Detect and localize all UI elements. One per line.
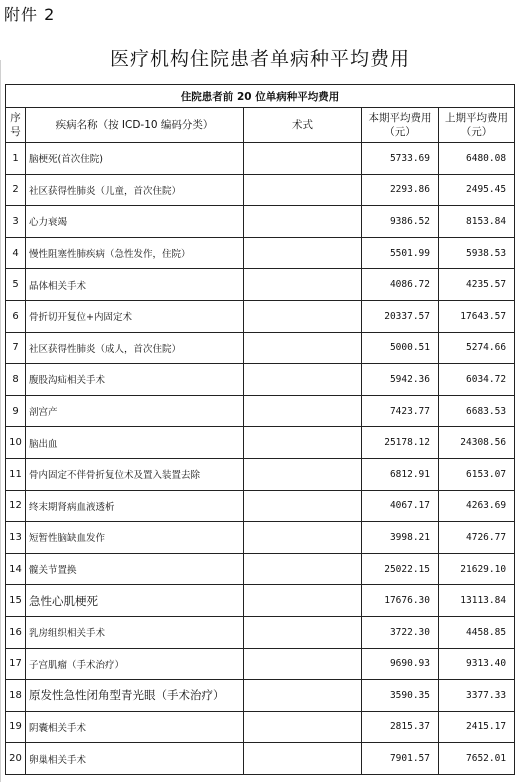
row-current-cost: 2293.86 <box>362 174 439 206</box>
document-title: 医疗机构住院患者单病种平均费用 <box>109 48 410 70</box>
row-current-cost: 3998.21 <box>362 522 439 554</box>
row-index: 14 <box>6 553 26 585</box>
table-row <box>6 237 515 269</box>
row-index: 2 <box>6 174 26 206</box>
row-current-cost: 4086.72 <box>362 269 439 301</box>
row-index: 1 <box>6 143 26 175</box>
row-current-cost: 5000.51 <box>362 332 439 364</box>
row-current-cost: 9386.52 <box>362 206 439 238</box>
row-previous-cost: 6480.08 <box>439 143 515 175</box>
table-row <box>6 522 515 554</box>
row-current-cost: 3722.30 <box>362 616 439 648</box>
table-row <box>6 490 515 522</box>
row-procedure <box>244 743 362 775</box>
row-procedure <box>244 300 362 332</box>
table-row <box>6 648 515 680</box>
row-index: 5 <box>6 269 26 301</box>
row-disease-name: 骨折切开复位+内固定术 <box>26 300 244 332</box>
row-index: 16 <box>6 616 26 648</box>
row-disease-name: 短暂性脑缺血发作 <box>26 522 244 554</box>
row-disease-name: 剖宫产 <box>26 395 244 427</box>
row-current-cost: 4067.17 <box>362 490 439 522</box>
row-current-cost: 6812.91 <box>362 458 439 490</box>
row-disease-name: 阴囊相关手术 <box>26 711 244 743</box>
row-previous-cost: 3377.33 <box>439 680 515 712</box>
row-previous-cost: 7652.01 <box>439 743 515 775</box>
row-disease-name: 卵巢相关手术 <box>26 743 244 775</box>
table-row <box>6 364 515 396</box>
row-current-cost: 7901.57 <box>362 743 439 775</box>
table-row <box>6 143 515 175</box>
table-caption: 住院患者前 20 位单病种平均费用 <box>6 85 515 108</box>
row-previous-cost: 6034.72 <box>439 364 515 396</box>
row-previous-cost: 2495.45 <box>439 174 515 206</box>
row-index: 7 <box>6 332 26 364</box>
row-procedure <box>244 711 362 743</box>
row-current-cost: 25178.12 <box>362 427 439 459</box>
row-previous-cost: 4235.57 <box>439 269 515 301</box>
row-procedure <box>244 143 362 175</box>
row-previous-cost: 4263.69 <box>439 490 515 522</box>
table-row <box>6 427 515 459</box>
row-disease-name: 骨内固定不伴骨折复位术及置入装置去除 <box>26 458 244 490</box>
row-disease-name: 心力衰竭 <box>26 206 244 238</box>
row-current-cost: 17676.30 <box>362 585 439 617</box>
table-row <box>6 395 515 427</box>
row-current-cost: 2815.37 <box>362 711 439 743</box>
row-previous-cost: 4726.77 <box>439 522 515 554</box>
row-current-cost: 25022.15 <box>362 553 439 585</box>
table-row <box>6 680 515 712</box>
page-edge-line <box>0 60 4 782</box>
row-current-cost: 20337.57 <box>362 300 439 332</box>
row-procedure <box>244 364 362 396</box>
row-current-cost: 9690.93 <box>362 648 439 680</box>
table-row <box>6 585 515 617</box>
row-index: 10 <box>6 427 26 459</box>
row-disease-name: 社区获得性肺炎（儿童，首次住院） <box>26 174 244 206</box>
row-disease-name: 脑出血 <box>26 427 244 459</box>
row-current-cost: 5733.69 <box>362 143 439 175</box>
row-disease-name: 脑梗死(首次住院) <box>26 143 244 175</box>
row-index: 4 <box>6 237 26 269</box>
row-procedure <box>244 680 362 712</box>
row-index: 18 <box>6 680 26 712</box>
row-index: 20 <box>6 743 26 775</box>
row-disease-name: 急性心肌梗死 <box>26 585 244 617</box>
row-index: 6 <box>6 300 26 332</box>
row-previous-cost: 13113.84 <box>439 585 515 617</box>
table-row <box>6 206 515 238</box>
row-previous-cost: 8153.84 <box>439 206 515 238</box>
row-index: 3 <box>6 206 26 238</box>
row-previous-cost: 6153.07 <box>439 458 515 490</box>
row-index: 9 <box>6 395 26 427</box>
row-procedure <box>244 427 362 459</box>
row-procedure <box>244 395 362 427</box>
row-procedure <box>244 458 362 490</box>
row-current-cost: 5942.36 <box>362 364 439 396</box>
attachment-label: 附件 2 <box>4 5 56 24</box>
table-row <box>6 269 515 301</box>
row-index: 12 <box>6 490 26 522</box>
row-current-cost: 7423.77 <box>362 395 439 427</box>
row-procedure <box>244 237 362 269</box>
row-index: 13 <box>6 522 26 554</box>
row-procedure <box>244 585 362 617</box>
row-procedure <box>244 269 362 301</box>
table-row <box>6 616 515 648</box>
table-row <box>6 458 515 490</box>
row-procedure <box>244 648 362 680</box>
row-previous-cost: 4458.85 <box>439 616 515 648</box>
row-previous-cost: 21629.10 <box>439 553 515 585</box>
header-index: 序号 <box>6 108 26 143</box>
table-row <box>6 174 515 206</box>
row-index: 19 <box>6 711 26 743</box>
table-row <box>6 553 515 585</box>
header-procedure: 术式 <box>244 108 362 143</box>
table-header-row <box>6 108 515 143</box>
table-row <box>6 300 515 332</box>
header-disease: 疾病名称（按 ICD-10 编码分类） <box>26 108 244 143</box>
row-disease-name: 子宫肌瘤（手术治疗） <box>26 648 244 680</box>
table-row <box>6 743 515 775</box>
row-previous-cost: 24308.56 <box>439 427 515 459</box>
row-index: 11 <box>6 458 26 490</box>
row-index: 15 <box>6 585 26 617</box>
row-previous-cost: 6683.53 <box>439 395 515 427</box>
row-index: 17 <box>6 648 26 680</box>
row-procedure <box>244 616 362 648</box>
row-previous-cost: 2415.17 <box>439 711 515 743</box>
row-disease-name: 终末期肾病血液透析 <box>26 490 244 522</box>
row-procedure <box>244 490 362 522</box>
row-disease-name: 晶体相关手术 <box>26 269 244 301</box>
table-row <box>6 711 515 743</box>
row-previous-cost: 9313.40 <box>439 648 515 680</box>
row-previous-cost: 5938.53 <box>439 237 515 269</box>
row-procedure <box>244 553 362 585</box>
row-disease-name: 社区获得性肺炎（成人，首次住院） <box>26 332 244 364</box>
header-previous-cost: 上期平均费用（元） <box>439 108 515 143</box>
row-previous-cost: 17643.57 <box>439 300 515 332</box>
row-index: 8 <box>6 364 26 396</box>
table-row <box>6 332 515 364</box>
row-procedure <box>244 522 362 554</box>
header-current-cost: 本期平均费用（元） <box>362 108 439 143</box>
row-disease-name: 慢性阻塞性肺疾病（急性发作，住院） <box>26 237 244 269</box>
row-procedure <box>244 206 362 238</box>
row-disease-name: 腹股沟疝相关手术 <box>26 364 244 396</box>
row-previous-cost: 5274.66 <box>439 332 515 364</box>
row-disease-name: 乳房组织相关手术 <box>26 616 244 648</box>
row-disease-name: 原发性急性闭角型青光眼（手术治疗） <box>26 680 244 712</box>
cost-table <box>5 84 515 775</box>
row-current-cost: 3590.35 <box>362 680 439 712</box>
row-procedure <box>244 174 362 206</box>
row-current-cost: 5501.99 <box>362 237 439 269</box>
row-disease-name: 髋关节置换 <box>26 553 244 585</box>
row-procedure <box>244 332 362 364</box>
